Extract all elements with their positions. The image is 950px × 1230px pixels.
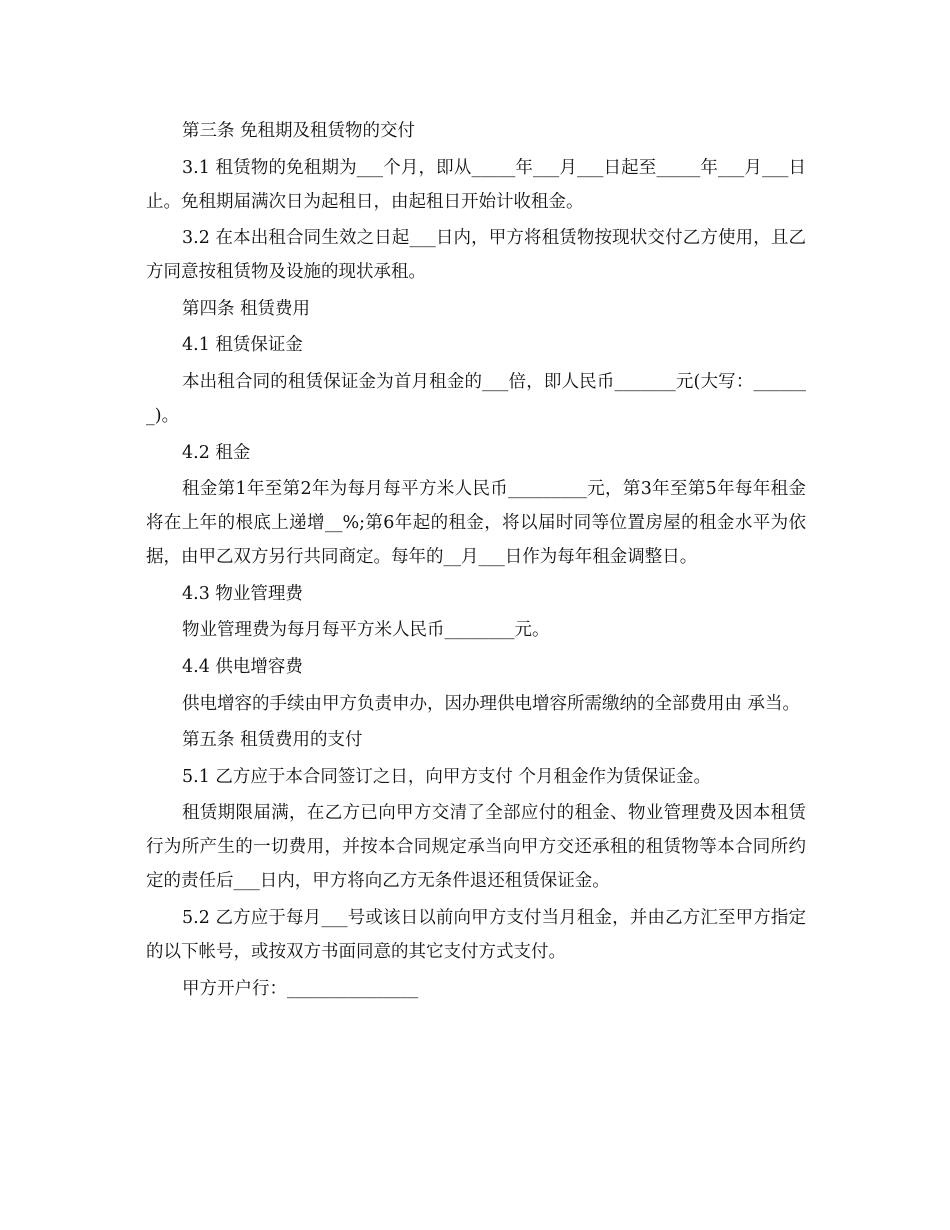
section-4-heading: 第四条 租赁费用 [182,298,311,319]
clause-3-1: 3.1 租赁物的免租期为___个月，即从_____年___月___日起至_____年___月___日止。免租期届满次日为起租日，由起租日开始计收租金。 [146,157,806,212]
clause-5-1: 5.1 乙方应于本合同签订之日，向甲方支付 个月租金作为赁保证金。 [182,766,711,787]
section-5-heading: 第五条 租赁费用的支付 [182,730,363,751]
bank-line: 甲方开户行：_______________ [182,978,419,999]
clause-5-2: 5.2 乙方应于每月___号或该日以前向甲方支付当月租金，并由乙方汇至甲方指定的以下帐号，或按双方书面同意的其它支付方式支付。 [146,907,806,962]
clause-4-2-text: 租金第1年至第2年为每月每平方米人民币_________元，第3年至第5年每年租金将在上年的根底上递增__%;第6年起的租金，将以届时同等位置房屋的租金水平为依据，由甲乙双方另行共同商定。每年的__月___日作为每年租金调整日。 [146,479,806,568]
clause-4-3-title: 4.3 物业管理费 [182,583,303,604]
clause-3-2: 3.2 在本出租合同生效之日起___日内，甲方将租赁物按现状交付乙方使用，且乙方同意按租赁物及设施的现状承租。 [146,228,806,283]
document-body [146,114,806,1008]
clause-4-2-title: 4.2 租金 [182,442,251,463]
clause-5-1-refund: 租赁期限届满，在乙方已向甲方交清了全部应付的租金、物业管理费及因本租赁行为所产生的一切费用，并按本合同规定承当向甲方交还承租的租赁物等本合同所约定的责任后___日内，甲方将向乙方无条件退还租赁保证金。 [146,803,806,892]
section-3-heading: 第三条 免租期及租赁物的交付 [182,121,416,141]
clause-4-1-title: 4.1 租赁保证金 [182,335,303,356]
clause-4-4-title: 4.4 供电增容费 [182,656,303,677]
clause-4-1-text: 本出租合同的租赁保证金为首月租金的___倍，即人民币_______元(大写：______ _)。 [146,371,806,426]
clause-4-3-text: 物业管理费为每月每平方米人民币________元。 [182,620,550,641]
clause-4-4-text: 供电增容的手续由甲方负责申办，因办理供电增容所需缴纳的全部费用由 承当。 [182,693,801,714]
